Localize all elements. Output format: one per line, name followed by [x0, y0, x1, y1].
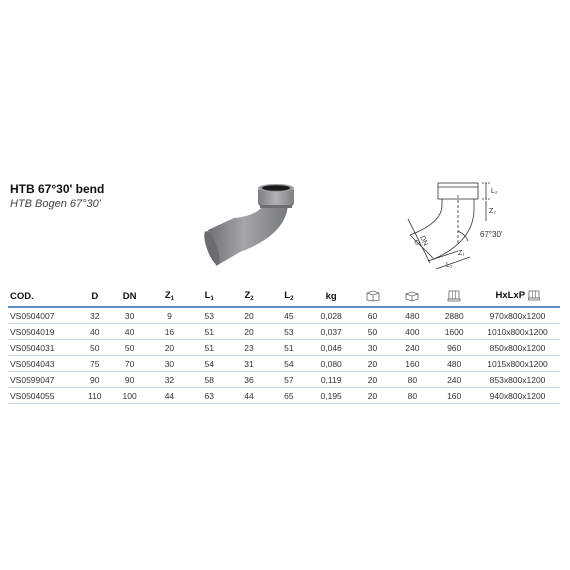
- cell-layer: 80: [391, 388, 433, 404]
- cell-kg: 0,195: [309, 388, 354, 404]
- cell-box: 30: [354, 340, 392, 356]
- cell-d: 75: [80, 356, 110, 372]
- cell-pallet: 240: [433, 372, 475, 388]
- cell-hxlxp: 1010x800x1200: [475, 324, 560, 340]
- cell-pallet: 480: [433, 356, 475, 372]
- cell-cod: VS0504019: [8, 324, 80, 340]
- col-header-kg: kg: [309, 286, 354, 307]
- cell-l2: 65: [269, 388, 309, 404]
- cell-z2: 20: [229, 307, 269, 324]
- cell-d: 40: [80, 324, 110, 340]
- col-header-l2: $L_2$: [269, 286, 309, 307]
- col-header-hxlxp: HxLxP: [475, 286, 560, 307]
- cell-hxlxp: 970x800x1200: [475, 307, 560, 324]
- cell-layer: 240: [391, 340, 433, 356]
- cell-l2: 51: [269, 340, 309, 356]
- cell-l2: 57: [269, 372, 309, 388]
- diagram-angle-label: 67°30': [480, 230, 503, 239]
- cell-l1: 53: [189, 307, 229, 324]
- cell-layer: 160: [391, 356, 433, 372]
- cell-box: 20: [354, 356, 392, 372]
- cell-l1: 51: [189, 324, 229, 340]
- table-row: [8, 372, 560, 388]
- cell-z2: 23: [229, 340, 269, 356]
- table-row: [8, 356, 560, 372]
- cell-d: 90: [80, 372, 110, 388]
- cell-cod: VS0599047: [8, 372, 80, 388]
- diagram-label-z1: Z₁: [458, 250, 465, 257]
- cell-kg: 0,046: [309, 340, 354, 356]
- cell-layer: 480: [391, 307, 433, 324]
- cell-z1: 44: [150, 388, 190, 404]
- cell-z1: 20: [150, 340, 190, 356]
- pallet-dimensions-icon: [528, 290, 540, 301]
- cell-kg: 0,080: [309, 356, 354, 372]
- cell-l1: 51: [189, 340, 229, 356]
- cell-hxlxp: 853x800x1200: [475, 372, 560, 388]
- cell-hxlxp: 850x800x1200: [475, 340, 560, 356]
- diagram-label-l2: L₂: [491, 188, 498, 195]
- table-row: [8, 388, 560, 404]
- cell-box: 50: [354, 324, 392, 340]
- col-header-l1: $L_1$: [189, 286, 229, 307]
- diagram-label-dn: DN: [418, 234, 429, 248]
- product-photo-bend: [200, 178, 300, 278]
- spec-table: [8, 286, 560, 404]
- cell-z1: 32: [150, 372, 190, 388]
- cell-box: 20: [354, 388, 392, 404]
- technical-drawing: [400, 175, 560, 275]
- pallet-icon: [447, 290, 461, 302]
- col-header-layer: [391, 286, 433, 307]
- cell-z2: 31: [229, 356, 269, 372]
- cell-z2: 20: [229, 324, 269, 340]
- cell-l1: 63: [189, 388, 229, 404]
- diagram-label-l1: L₁: [446, 262, 453, 269]
- cell-hxlxp: 940x800x1200: [475, 388, 560, 404]
- cell-box: 20: [354, 372, 392, 388]
- cell-cod: VS0504055: [8, 388, 80, 404]
- diagram-label-z2: Z₂: [489, 208, 496, 215]
- table-row: [8, 340, 560, 356]
- cell-box: 60: [354, 307, 392, 324]
- title-block: [10, 182, 104, 211]
- cell-z2: 44: [229, 388, 269, 404]
- cell-cod: VS0504043: [8, 356, 80, 372]
- cell-kg: 0,119: [309, 372, 354, 388]
- col-header-z1: $Z_1$: [150, 286, 190, 307]
- table-row: [8, 324, 560, 340]
- col-header-pallet: [433, 286, 475, 307]
- cell-l1: 58: [189, 372, 229, 388]
- col-header-dn: DN: [110, 286, 150, 307]
- cell-dn: 40: [110, 324, 150, 340]
- cell-pallet: 960: [433, 340, 475, 356]
- col-header-d: D: [80, 286, 110, 307]
- cell-cod: VS0504007: [8, 307, 80, 324]
- cell-layer: 80: [391, 372, 433, 388]
- col-header-cod: COD.: [8, 286, 80, 307]
- cell-z1: 16: [150, 324, 190, 340]
- cell-l1: 54: [189, 356, 229, 372]
- cell-kg: 0,037: [309, 324, 354, 340]
- product-title: HTB 67°30' bend: [10, 182, 105, 196]
- box-icon: [366, 290, 380, 302]
- cell-pallet: 2880: [433, 307, 475, 324]
- table-header-row: [8, 286, 560, 307]
- cell-d: 110: [80, 388, 110, 404]
- cell-z2: 36: [229, 372, 269, 388]
- diagram-label-d: D: [412, 238, 421, 247]
- cell-pallet: 160: [433, 388, 475, 404]
- cell-l2: 53: [269, 324, 309, 340]
- cell-d: 50: [80, 340, 110, 356]
- col-header-box: [354, 286, 392, 307]
- cell-layer: 400: [391, 324, 433, 340]
- cell-l2: 45: [269, 307, 309, 324]
- cell-l2: 54: [269, 356, 309, 372]
- cell-z1: 9: [150, 307, 190, 324]
- cell-dn: 30: [110, 307, 150, 324]
- col-header-z2: $Z_2$: [229, 286, 269, 307]
- cell-dn: 100: [110, 388, 150, 404]
- cell-kg: 0,028: [309, 307, 354, 324]
- cell-cod: VS0504031: [8, 340, 80, 356]
- cell-pallet: 1600: [433, 324, 475, 340]
- table-row: [8, 307, 560, 324]
- product-subtitle: HTB Bogen 67°30': [10, 198, 101, 210]
- cell-dn: 90: [110, 372, 150, 388]
- cell-hxlxp: 1015x800x1200: [475, 356, 560, 372]
- cell-dn: 70: [110, 356, 150, 372]
- cell-z1: 30: [150, 356, 190, 372]
- layered-box-icon: [405, 290, 419, 302]
- cell-dn: 50: [110, 340, 150, 356]
- cell-d: 32: [80, 307, 110, 324]
